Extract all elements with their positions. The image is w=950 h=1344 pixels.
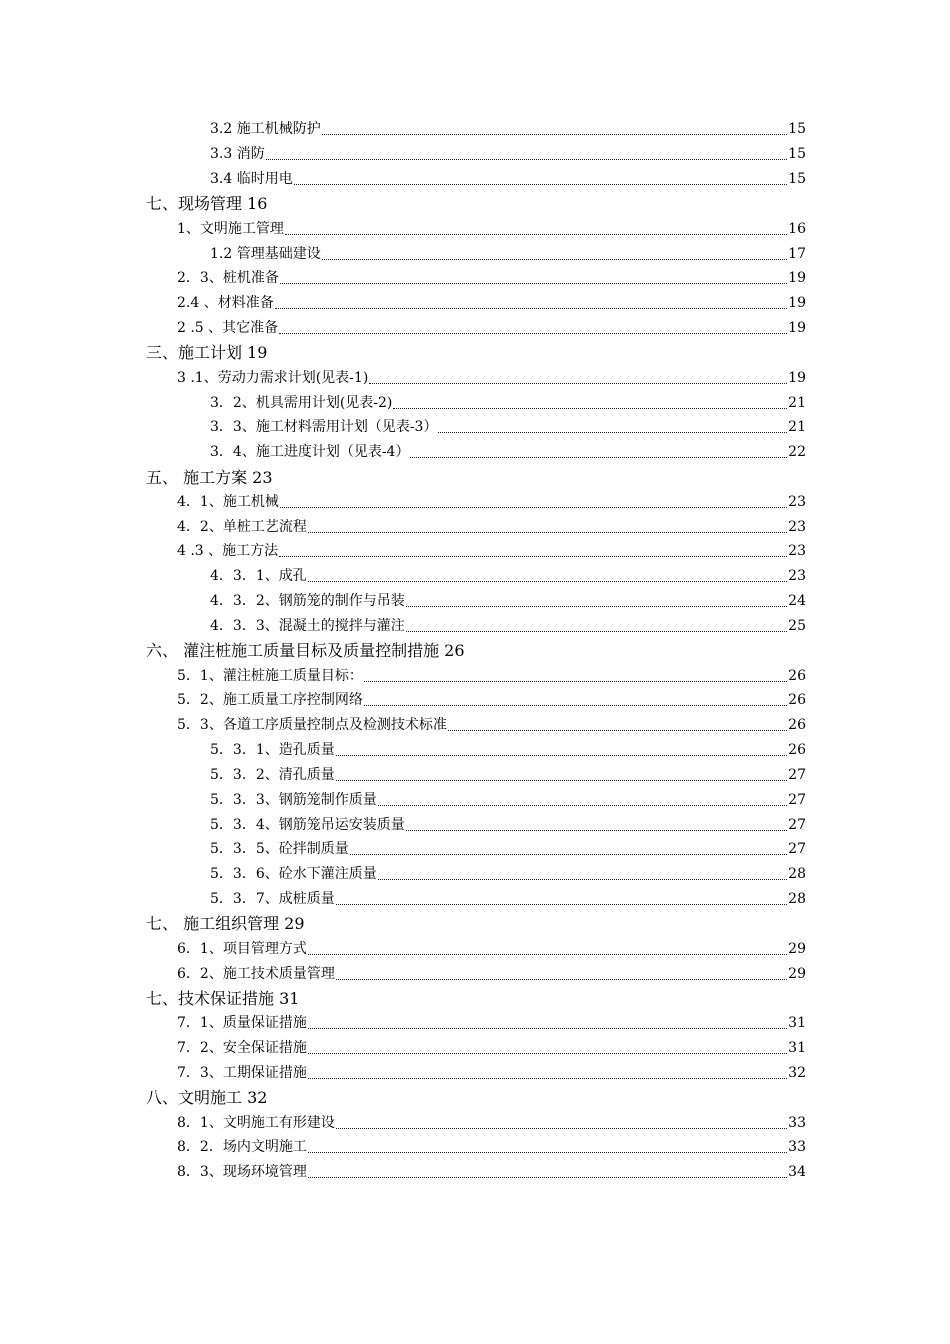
toc-entry-line — [177, 1136, 806, 1156]
toc-entry-line — [210, 838, 806, 858]
toc-entry-line — [177, 1112, 806, 1132]
page-number: 26 — [788, 742, 806, 759]
toc-entry-line — [177, 938, 806, 958]
entry-title: 8．1、文明施工有形建设 — [177, 1114, 335, 1131]
page-number: 15 — [788, 121, 806, 138]
entry-title: 3．3、施工材料需用计划（见表-3） — [210, 419, 438, 436]
toc-entry-line — [210, 863, 806, 883]
dot-leader — [279, 332, 787, 334]
toc-entry-line — [210, 764, 806, 784]
page-number: 26 — [788, 717, 806, 734]
toc-entry[interactable] — [0, 1010, 950, 1035]
toc-entry[interactable] — [0, 215, 950, 240]
toc-entry-line — [177, 1062, 806, 1082]
entry-title: 6．2、施工技术质量管理 — [177, 965, 335, 982]
entry-title: 2 .5 、其它准备 — [177, 320, 279, 337]
dot-leader — [285, 233, 787, 235]
entry-title: 5．2、施工质量工序控制网络 — [177, 692, 363, 709]
toc-entry-line — [210, 615, 806, 635]
toc-chapter-heading[interactable] — [0, 339, 950, 364]
page-number: 23 — [788, 543, 806, 560]
entry-title: 5．1、灌注桩施工质量目标： — [177, 667, 363, 684]
toc-entry-line — [177, 516, 806, 536]
dot-leader — [280, 506, 787, 508]
toc-entry[interactable] — [0, 290, 950, 315]
entry-title: 1、文明施工管理 — [177, 220, 284, 237]
toc-entry-line — [177, 963, 806, 983]
table-of-contents — [0, 116, 950, 1184]
toc-chapter-heading[interactable] — [0, 464, 950, 489]
chapter-title: 五、 施工方案 23 — [146, 467, 273, 487]
chapter-title: 八、文明施工 32 — [146, 1088, 268, 1108]
toc-chapter-heading[interactable] — [0, 911, 950, 936]
page-number: 33 — [788, 1114, 806, 1131]
page-number: 27 — [788, 766, 806, 783]
chapter-title: 六、 灌注桩施工质量目标及质量控制措施 26 — [146, 641, 465, 661]
dot-leader — [448, 729, 787, 731]
page-number: 25 — [788, 617, 806, 634]
dot-leader — [280, 282, 787, 284]
page-number: 31 — [788, 1015, 806, 1032]
entry-title: 3 .1、劳动力需求计划(见表-1) — [177, 369, 369, 386]
entry-title: 2．3、桩机准备 — [177, 270, 279, 287]
chapter-title: 七、技术保证措施 31 — [146, 988, 300, 1008]
toc-entry-line — [177, 367, 806, 387]
toc-entry[interactable] — [0, 588, 950, 613]
toc-entry[interactable] — [0, 712, 950, 737]
toc-entry[interactable] — [0, 886, 950, 911]
dot-leader — [336, 779, 787, 781]
entry-title: 8．2．场内文明施工 — [177, 1139, 307, 1156]
toc-entry-line — [177, 540, 806, 560]
dot-leader — [308, 953, 787, 955]
toc-entry[interactable] — [0, 762, 950, 787]
toc-entry-line — [177, 689, 806, 709]
toc-entry[interactable] — [0, 613, 950, 638]
dot-leader — [308, 1027, 787, 1029]
toc-entry[interactable] — [0, 687, 950, 712]
dot-leader — [275, 307, 787, 309]
dot-leader — [410, 456, 787, 458]
entry-title: 7．3、工期保证措施 — [177, 1064, 307, 1081]
toc-entry-line — [177, 1012, 806, 1032]
toc-entry-line — [210, 441, 806, 461]
page-number: 29 — [788, 940, 806, 957]
entry-title: 4．3．1、成孔 — [210, 568, 307, 585]
toc-entry[interactable] — [0, 737, 950, 762]
toc-entry[interactable] — [0, 960, 950, 985]
toc-entry[interactable] — [0, 538, 950, 563]
page-number: 31 — [788, 1040, 806, 1057]
entry-title: 4．3．2、钢筋笼的制作与吊装 — [210, 593, 405, 610]
toc-entry[interactable] — [0, 1059, 950, 1084]
toc-entry-line — [177, 665, 806, 685]
toc-entry-line — [177, 267, 806, 287]
toc-entry[interactable] — [0, 315, 950, 340]
toc-entry[interactable] — [0, 116, 950, 141]
entry-title: 4．1、施工机械 — [177, 493, 279, 510]
entry-title: 5．3．6、砼水下灌注质量 — [210, 866, 377, 883]
dot-leader — [308, 1052, 787, 1054]
entry-title: 5．3．2、清孔质量 — [210, 766, 335, 783]
dot-leader — [308, 1077, 787, 1079]
entry-title: 5．3．3、钢筋笼制作质量 — [210, 791, 377, 808]
page-number: 26 — [788, 667, 806, 684]
toc-entry-line — [210, 739, 806, 759]
toc-chapter-heading[interactable] — [0, 1084, 950, 1109]
entry-title: 3.2 施工机械防护 — [210, 121, 321, 138]
toc-entry[interactable] — [0, 1134, 950, 1159]
toc-chapter-heading[interactable] — [0, 985, 950, 1010]
toc-entry[interactable] — [0, 240, 950, 265]
toc-entry-line — [210, 590, 806, 610]
toc-entry-line — [177, 218, 806, 238]
toc-entry[interactable] — [0, 265, 950, 290]
toc-entry-line — [177, 292, 806, 312]
page-number: 21 — [788, 419, 806, 436]
dot-leader — [308, 531, 787, 533]
dot-leader — [350, 853, 787, 855]
page-number: 19 — [788, 270, 806, 287]
page-number: 19 — [788, 320, 806, 337]
toc-entry-line — [177, 1161, 806, 1181]
entry-title: 8．3、现场环境管理 — [177, 1164, 307, 1181]
dot-leader — [336, 978, 787, 980]
page-number: 17 — [788, 245, 806, 262]
page-number: 27 — [788, 791, 806, 808]
dot-leader — [279, 555, 787, 557]
page-number: 27 — [788, 816, 806, 833]
toc-entry[interactable] — [0, 141, 950, 166]
entry-title: 3．4、施工进度计划（见表-4） — [210, 444, 410, 461]
dot-leader — [322, 258, 787, 260]
toc-entry[interactable] — [0, 1159, 950, 1184]
entry-title: 2.4 、材料准备 — [177, 295, 274, 312]
page-number: 34 — [788, 1164, 806, 1181]
toc-entry-line — [210, 143, 806, 163]
page-number: 15 — [788, 171, 806, 188]
entry-title: 5．3．1、造孔质量 — [210, 742, 335, 759]
page-number: 19 — [788, 295, 806, 312]
toc-entry[interactable] — [0, 662, 950, 687]
toc-entry[interactable] — [0, 364, 950, 389]
page-number: 26 — [788, 692, 806, 709]
dot-leader — [406, 605, 787, 607]
dot-leader — [406, 829, 787, 831]
toc-entry-line — [177, 317, 806, 337]
toc-entry-line — [210, 814, 806, 834]
page-number: 23 — [788, 518, 806, 535]
toc-entry[interactable] — [0, 166, 950, 191]
page-number: 32 — [788, 1064, 806, 1081]
entry-title: 5．3．5、砼拌制质量 — [210, 841, 349, 858]
entry-title: 3.4 临时用电 — [210, 171, 293, 188]
page-number: 16 — [788, 220, 806, 237]
dot-leader — [393, 407, 787, 409]
toc-entry-line — [210, 243, 806, 263]
entry-title: 3．2、机具需用计划(见表-2) — [210, 394, 393, 411]
toc-entry-line — [210, 392, 806, 412]
toc-entry-line — [177, 491, 806, 511]
entry-title: 3.3 消防 — [210, 146, 265, 163]
toc-entry[interactable] — [0, 836, 950, 861]
chapter-title: 三、施工计划 19 — [146, 343, 268, 363]
toc-entry-line — [177, 1037, 806, 1057]
toc-entry-line — [210, 416, 806, 436]
toc-entry[interactable] — [0, 1035, 950, 1060]
entry-title: 6．1、项目管理方式 — [177, 940, 307, 957]
page-number: 29 — [788, 965, 806, 982]
toc-entry-line — [210, 789, 806, 809]
entry-title: 4．3．3、混凝土的搅拌与灌注 — [210, 617, 405, 634]
toc-entry-line — [210, 168, 806, 188]
toc-entry[interactable] — [0, 935, 950, 960]
toc-entry-line — [210, 118, 806, 138]
dot-leader — [266, 158, 787, 160]
entry-title: 4 .3 、施工方法 — [177, 543, 279, 560]
dot-leader — [336, 1127, 787, 1129]
toc-entry-line — [210, 888, 806, 908]
dot-leader — [322, 133, 787, 135]
dot-leader — [308, 580, 787, 582]
dot-leader — [294, 183, 787, 185]
page-number: 23 — [788, 568, 806, 585]
dot-leader — [378, 878, 787, 880]
page-number: 28 — [788, 866, 806, 883]
page-number: 24 — [788, 593, 806, 610]
entry-title: 1.2 管理基础建设 — [210, 245, 321, 262]
entry-title: 7．1、质量保证措施 — [177, 1015, 307, 1032]
entry-title: 5．3、各道工序质量控制点及检测技术标准 — [177, 717, 447, 734]
toc-entry[interactable] — [0, 786, 950, 811]
dot-leader — [406, 630, 787, 632]
toc-entry[interactable] — [0, 1109, 950, 1134]
dot-leader — [308, 1151, 787, 1153]
page-number: 19 — [788, 369, 806, 386]
dot-leader — [438, 431, 787, 433]
toc-entry[interactable] — [0, 811, 950, 836]
dot-leader — [364, 680, 787, 682]
page-number: 28 — [788, 891, 806, 908]
toc-entry[interactable] — [0, 513, 950, 538]
toc-entry[interactable] — [0, 439, 950, 464]
entry-title: 4．2、单桩工艺流程 — [177, 518, 307, 535]
page-number: 23 — [788, 493, 806, 510]
page-number: 33 — [788, 1139, 806, 1156]
chapter-title: 七、现场管理 16 — [146, 194, 268, 214]
entry-title: 7．2、安全保证措施 — [177, 1040, 307, 1057]
toc-entry[interactable] — [0, 861, 950, 886]
entry-title: 5．3．4、钢筋笼吊运安装质量 — [210, 816, 405, 833]
toc-entry-line — [210, 565, 806, 585]
page-number: 27 — [788, 841, 806, 858]
page-number: 22 — [788, 444, 806, 461]
page-number: 21 — [788, 394, 806, 411]
toc-entry-line — [177, 714, 806, 734]
dot-leader — [369, 382, 787, 384]
dot-leader — [336, 903, 787, 905]
toc-entry[interactable] — [0, 389, 950, 414]
page-number: 15 — [788, 146, 806, 163]
toc-entry[interactable] — [0, 488, 950, 513]
dot-leader — [336, 754, 787, 756]
dot-leader — [308, 1176, 787, 1178]
entry-title: 5．3．7、成桩质量 — [210, 891, 335, 908]
dot-leader — [378, 804, 787, 806]
toc-chapter-heading[interactable] — [0, 637, 950, 662]
dot-leader — [364, 704, 787, 706]
toc-chapter-heading[interactable] — [0, 190, 950, 215]
chapter-title: 七、 施工组织管理 29 — [146, 914, 305, 934]
toc-entry[interactable] — [0, 414, 950, 439]
toc-entry[interactable] — [0, 563, 950, 588]
